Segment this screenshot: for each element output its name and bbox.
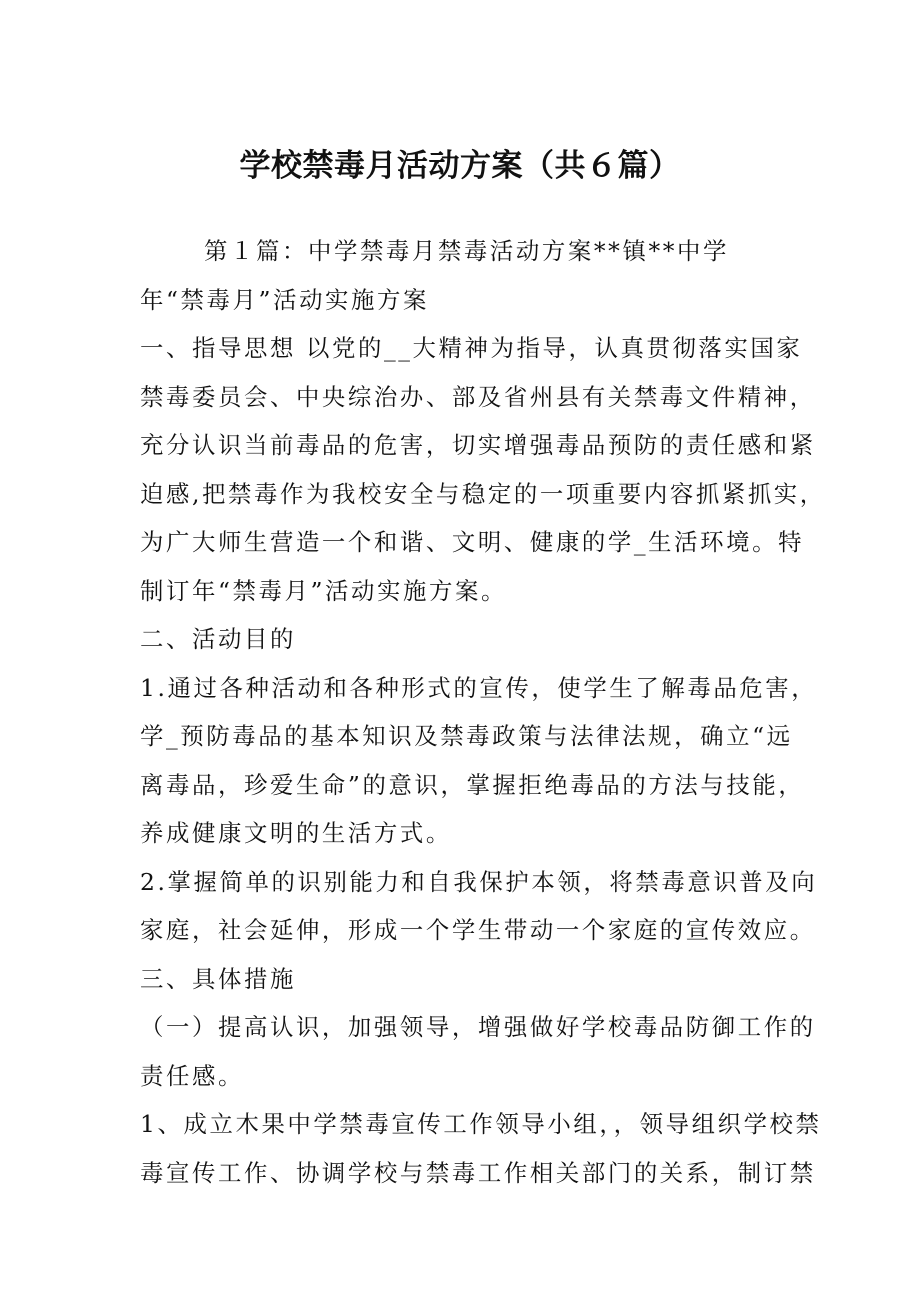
- text-line: 责任感。: [140, 1061, 244, 1090]
- text-line: 学_预防毒品的基本知识及禁毒政策与法律法规，确立“远: [140, 722, 793, 750]
- section-heading: 二、活动目的: [140, 625, 296, 653]
- text-line: 养成健康文明的生活方式。: [140, 819, 452, 847]
- text-line: 家庭，社会延伸，形成一个学生带动一个家庭的宣传效应。: [140, 916, 816, 944]
- text-line: 1.通过各种活动和各种形式的宣传，使学生了解毒品危害，: [140, 673, 818, 702]
- document-body: [140, 227, 826, 1197]
- text-line: 充分认识当前毒品的危害，切实增强毒品预防的责任感和紧: [140, 431, 816, 459]
- document-title: 学校禁毒月活动方案（共６篇）: [239, 148, 681, 184]
- text-line: 为广大师生营造一个和谐、文明、健康的学_生活环境。特: [140, 528, 805, 556]
- text-line: 一、指导思想 以党的__大精神为指导，认真贯彻落实国家: [140, 334, 803, 362]
- text-line: 2.掌握简单的识别能力和自我保护本领，将禁毒意识普及向: [140, 867, 818, 896]
- text-line: 迫感,把禁毒作为我校安全与稳定的一项重要内容抓紧抓实，: [140, 479, 826, 508]
- text-line: （一）提高认识，加强领导，增强做好学校毒品防御工作的: [140, 1013, 816, 1041]
- text-line: 1、成立木果中学禁毒宣传工作领导小组，，领导组织学校禁: [140, 1110, 822, 1138]
- text-line: 毒宣传工作、协调学校与禁毒工作相关部门的关系，制订禁: [140, 1158, 816, 1187]
- text-line: 禁毒委员会、中央综治办、部及省州县有关禁毒文件精神，: [140, 382, 816, 411]
- text-line: 离毒品，珍爱生命”的意识，掌握拒绝毒品的方法与技能，: [140, 770, 805, 799]
- text-line: 年“禁毒月”活动实施方案: [140, 285, 430, 314]
- text-line: 第１篇：中学禁毒月禁毒活动方案**镇**中学: [204, 237, 730, 265]
- text-line: 制订年“禁毒月”活动实施方案。: [140, 576, 507, 605]
- section-heading: 三、具体措施: [140, 964, 296, 993]
